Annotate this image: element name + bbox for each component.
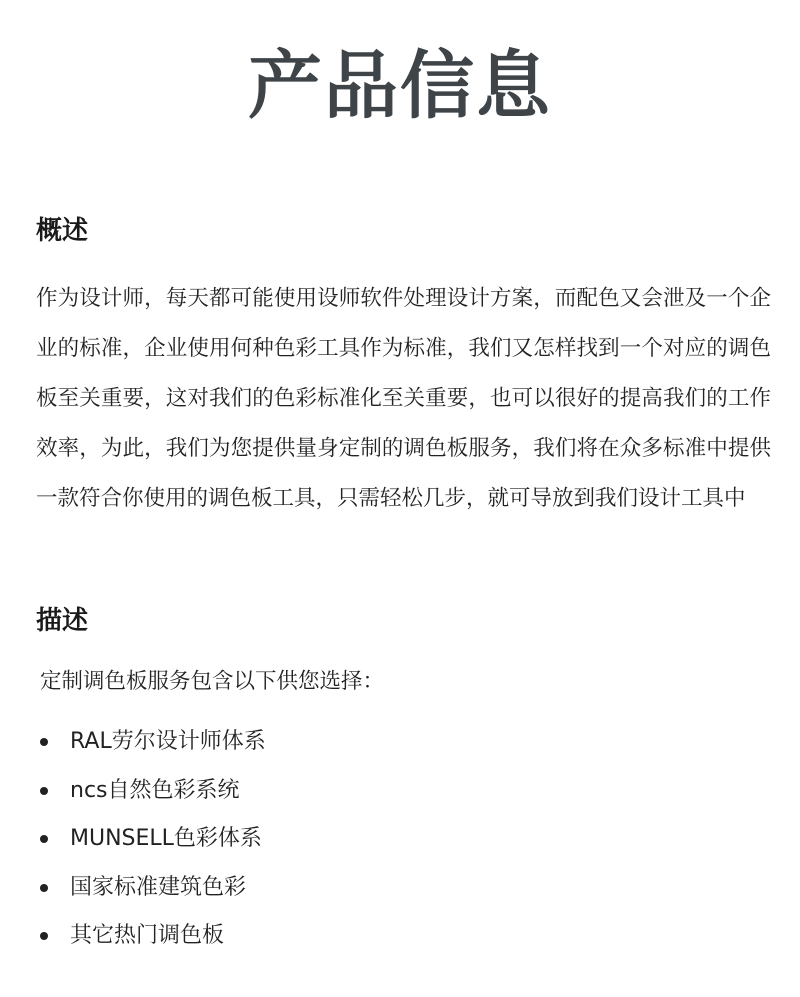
description-heading: 描述 bbox=[36, 606, 89, 636]
option-label: ncs自然色彩系统 bbox=[70, 777, 240, 803]
bullet-icon bbox=[40, 787, 48, 795]
page-title: 产品信息 bbox=[248, 43, 552, 129]
option-label: MUNSELL色彩体系 bbox=[70, 826, 262, 852]
list-item bbox=[36, 815, 266, 864]
bullet-icon bbox=[40, 932, 48, 940]
bullet-icon bbox=[40, 884, 48, 892]
overview-heading: 概述 bbox=[36, 216, 89, 246]
palette-option-list bbox=[36, 718, 266, 961]
option-label: 国家标准建筑色彩 bbox=[70, 874, 247, 900]
overview-paragraph: 作为设计师，每天都可能使用设师软件处理设计方案，而配色又会泄及一个企业的标准，企业使用何种色彩工具作为标准，我们又怎样找到一个对应的调色板至关重要，这对我们的色彩标准化至关重要，也可以很好的提高我们的工作效率，为此，我们为您提供量身定制的调色板服务，我们将在众多标准中提供一款符合你使用的调色板工具，只需轻松几步，就可导放到我们设计工具中 bbox=[36, 286, 771, 511]
option-label: 其它热门调色板 bbox=[70, 923, 225, 949]
bullet-icon bbox=[40, 738, 48, 746]
list-item bbox=[36, 864, 266, 913]
list-item bbox=[36, 718, 266, 767]
bullet-icon bbox=[40, 835, 48, 843]
option-label: RAL劳尔设计师体系 bbox=[70, 729, 266, 755]
list-item bbox=[36, 912, 266, 961]
list-item bbox=[36, 767, 266, 816]
description-intro: 定制调色板服务包含以下供您选择： bbox=[40, 669, 385, 694]
